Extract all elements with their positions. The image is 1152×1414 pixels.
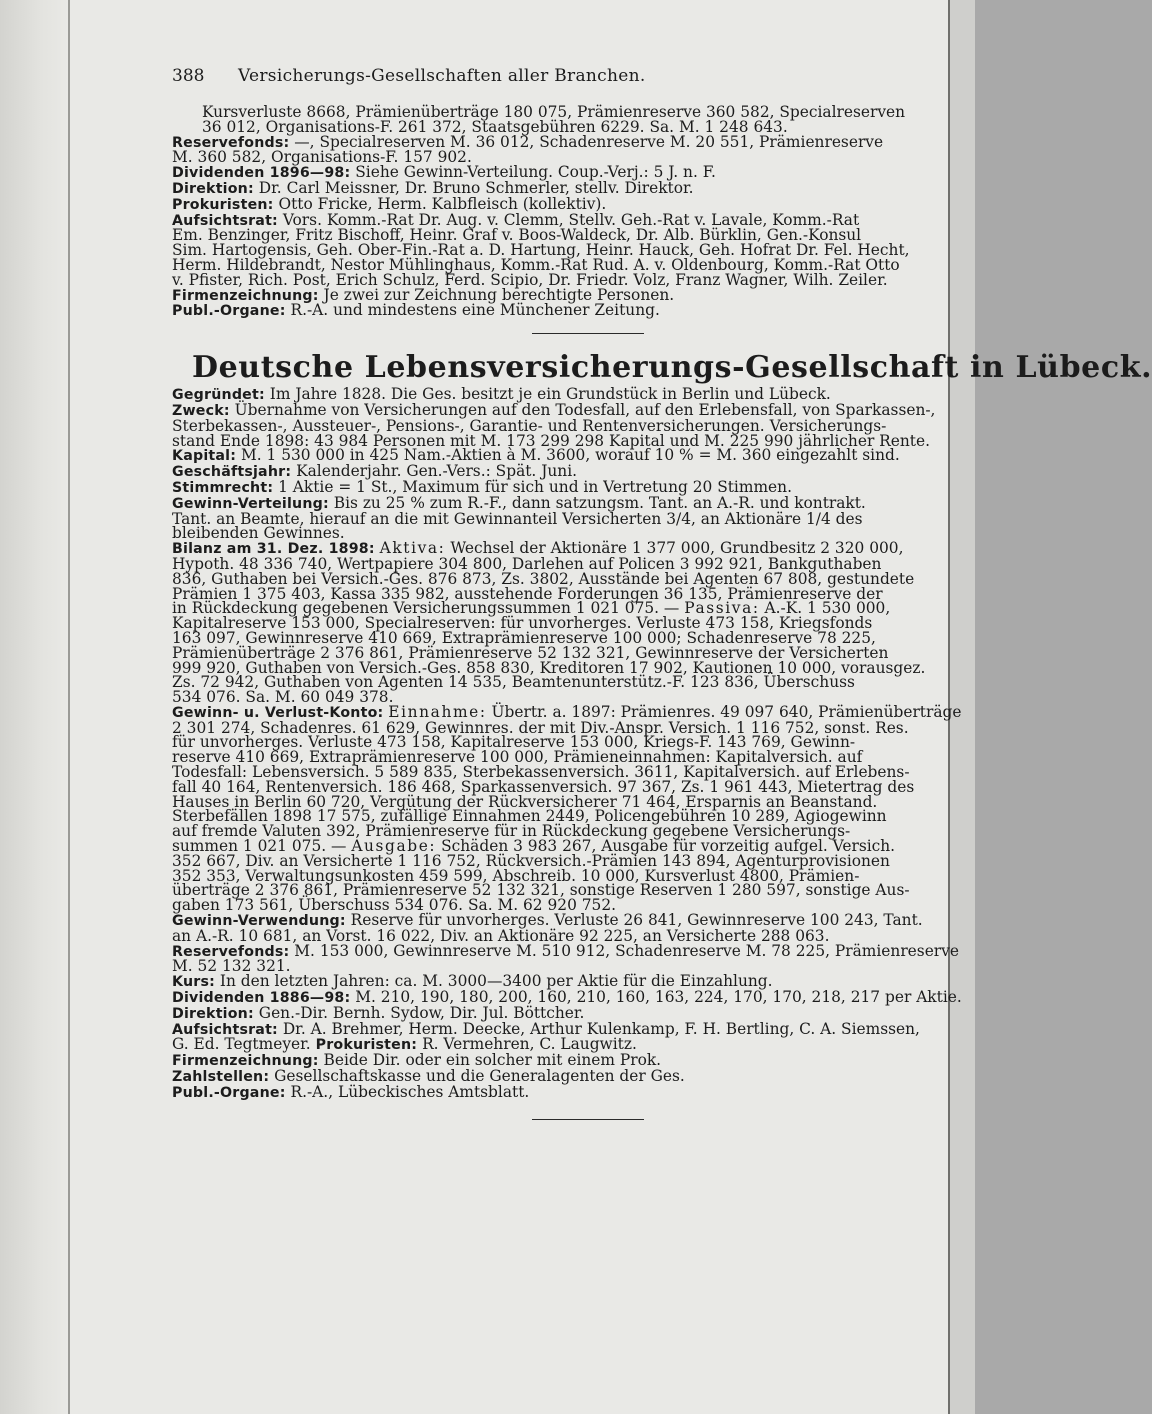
entry-line: Kapitalreserve 153 000, Specialreserven: für unvorherges. Verluste 473 158, Kriegsfonds	[172, 614, 873, 633]
entry-line	[172, 941, 972, 960]
entry-line: 163 097, Gewinnreserve 410 669, Extraprämienreserve 100 000; Schadenreserve 78 225,	[172, 628, 876, 647]
entry-line: Dr. A. Brehmer, Herm. Deecke, Arthur Kulenkamp, F. H. Bertling, C. A. Siemssen,	[282, 1019, 920, 1038]
entry-line: fall 40 164, Rentenversich. 186 468, Sparkassenversich. 97 367, Zs. 1 961 443, Mietertrag des	[172, 777, 915, 796]
entry-line: Kursverluste 8668, Prämienüberträge 180 075, Prämienreserve 360 582, Specialreserven	[202, 103, 906, 121]
entry-label: Publ.-Organe:	[172, 1084, 286, 1101]
entry-label: Kapital:	[172, 448, 237, 465]
entry-line: In den letzten Jahren: ca. M. 3000—3400 per Aktie für die Einzahlung.	[219, 972, 773, 991]
running-title: Versicherungs-Gesellschaften aller Branchen.	[238, 66, 646, 86]
entry-line: 352 353, Verwaltungsunkosten 459 599, Abschreib. 10 000, Kursverlust 4800, Prämien-	[172, 866, 860, 885]
entry-paragraph	[172, 1082, 972, 1101]
entry-line: gaben 173 561, Überschuss 534 076. Sa. M. 62 920 752.	[172, 896, 617, 915]
entry-line: reserve 410 669, Extraprämienreserve 100 000, Prämieneinnahmen: Kapitalversich. auf	[172, 748, 863, 767]
entry-line: v. Pfister, Rich. Post, Erich Schulz, Ferd. Scipio, Dr. Friedr. Volz, Franz Wagner, Wilh. Zeiler.	[172, 270, 888, 289]
previous-company-entry	[172, 105, 972, 319]
entry-line: M. 153 000, Gewinnreserve M. 510 912, Schadenreserve M. 78 225, Prämienreserve	[294, 941, 959, 960]
entry-label: Bilanz am 31. Dez. 1898:	[172, 541, 375, 558]
entry-line: M. 52 132 321.	[172, 957, 291, 976]
entry-label: Stimmrecht:	[172, 479, 274, 496]
entry-line: 999 920, Guthaben von Versich.-Ges. 858 830, Kreditoren 17 902, Kautionen 10 000, vorausgez.	[172, 658, 926, 677]
entry-line: Je zwei zur Zeichnung berechtigte Personen.	[323, 285, 675, 304]
entry-line: Prämienüberträge 2 376 861, Prämienreserve 52 132 321, Gewinnreserve der Versicherten	[172, 643, 889, 662]
entry-line: Prämien 1 375 403, Kassa 335 982, ausstehende Forderungen 36 135, Prämienreserve der	[172, 584, 883, 603]
entry-line: 2 301 274, Schadenres. 61 629, Gewinnres. der mit Div.-Anspr. Versich. 1 116 752, sonst. Res.	[172, 718, 909, 737]
entry-line: Reserve für unvorherges. Verluste 26 841, Gewinnreserve 100 243, Tant.	[350, 911, 923, 930]
entry-label: Gewinn-Verteilung:	[172, 495, 329, 512]
entry-line: Aktiva: Wechsel der Aktionäre 1 377 000, Grundbesitz 2 320 000,	[379, 539, 904, 558]
page-number: 388	[172, 66, 205, 86]
entry-paragraph	[172, 132, 972, 167]
entry-line: 36 012, Organisations-F. 261 372, Staatsgebühren 6229. Sa. M. 1 248 643.	[202, 117, 788, 136]
entry-paragraph	[172, 702, 972, 915]
entry-line: bleibenden Gewinnes.	[172, 524, 345, 543]
company-title: Deutsche Lebensversicherungs-Gesellschaft in Lübeck.	[192, 350, 1152, 386]
entry-paragraph	[172, 400, 972, 450]
entry-line: Sterbekassen-, Aussteuer-, Pensions-, Garantie- und Rentenversicherungen. Versicherungs-	[172, 416, 887, 435]
entry-line: Tant. an Beamte, hierauf an die mit Gewinnanteil Versicherten 3/4, an Aktionäre 1/4 des	[172, 509, 863, 528]
entry-line: überträge 2 376 861, Prämienreserve 52 132 321, sonstige Reserven 1 280 597, sonstige Aus-	[172, 881, 910, 900]
entry-paragraph	[172, 303, 972, 319]
entry-line: Gen.-Dir. Bernh. Sydow, Dir. Jul. Böttcher.	[258, 1003, 585, 1022]
entry-line: Siehe Gewinn-Verteilung. Coup.-Verj.: 5 J. n. F.	[355, 163, 716, 182]
entry-text: G. Ed. Tegtmeyer.	[172, 1035, 311, 1054]
entry-paragraph	[172, 210, 972, 289]
entry-line: Hypoth. 48 336 740, Wertpapiere 304 800, Darlehen auf Policen 3 992 921, Bankguthaben	[172, 554, 882, 573]
entry-label: Dividenden 1886—98:	[172, 990, 351, 1007]
section-divider-bottom	[532, 1119, 644, 1120]
entry-line: Hauses in Berlin 60 720, Vergütung der Rückversicherer 71 464, Ersparnis an Beanstand.	[172, 792, 878, 811]
entry-line: M. 360 582, Organisations-F. 157 902.	[172, 148, 472, 167]
page-text	[172, 66, 1152, 1120]
entry-line: Dr. Carl Meissner, Dr. Bruno Schmerler, stellv. Direktor.	[258, 178, 694, 197]
entry-line: 836, Guthaben bei Versich.-Ges. 876 873, Zs. 3802, Ausstände bei Agenten 67 808, gestundete	[172, 569, 915, 588]
entry-label: Direktion:	[172, 1005, 254, 1022]
entry-line: Im Jahre 1828. Die Ges. besitzt je ein Grundstück in Berlin und Lübeck.	[269, 385, 831, 404]
entry-paragraph	[172, 941, 972, 976]
entry-line: R.-A., Lübeckisches Amtsblatt.	[290, 1082, 530, 1101]
entry-paragraph	[172, 105, 972, 135]
entry-label: Reservefonds:	[172, 134, 290, 151]
entry-line	[172, 1082, 972, 1101]
section-divider	[532, 333, 644, 334]
entry-line: summen 1 021 075. — Ausgabe: Schäden 3 983 267, Ausgabe für vorzeitig aufgel. Versich.	[172, 837, 896, 856]
entry-line: Em. Benzinger, Fritz Bischoff, Heinr. Graf v. Boos-Waldeck, Dr. Alb. Bürklin, Gen.-Konsul	[172, 226, 862, 245]
entry-label: Zahlstellen:	[172, 1069, 270, 1086]
entry-label: Gewinn-Verwendung:	[172, 913, 346, 930]
entry-paragraph	[172, 1019, 972, 1054]
entry-label: Publ.-Organe:	[172, 303, 286, 320]
entry-line: Gesellschaftskasse und die Generalagenten der Ges.	[274, 1067, 685, 1086]
entry-text: R. Vermehren, C. Laugwitz.	[422, 1035, 637, 1054]
entry-label: Aufsichtsrat:	[172, 1021, 278, 1038]
entry-line: stand Ende 1898: 43 984 Personen mit M. 173 299 298 Kapital und M. 225 990 jährlicher Rente.	[172, 431, 930, 450]
entry-line: 1 Aktie = 1 St., Maximum für sich und in Vertretung 20 Stimmen.	[278, 477, 792, 496]
entry-label: Firmenzeichnung:	[172, 1053, 319, 1070]
entry-line: an A.-R. 10 681, an Vorst. 16 022, Div. an Aktionäre 92 225, an Versicherte 288 063.	[172, 926, 830, 945]
entry-line: Einnahme: Übertr. a. 1897: Prämienres. 49 097 640, Prämienüberträge	[388, 702, 962, 721]
entry-label: Zweck:	[172, 402, 230, 419]
entry-label: Prokuristen:	[315, 1037, 418, 1054]
entry-line: Bis zu 25 % zum R.-F., dann satzungsm. Tant. an A.-R. und kontrakt.	[333, 493, 866, 512]
entry-line: in Rückdeckung gegebenen Versicherungssummen 1 021 075. — Passiva: A.-K. 1 530 000,	[172, 599, 891, 618]
entry-line: Kalenderjahr. Gen.-Vers.: Spät. Juni.	[296, 462, 578, 481]
entry-line: Todesfall: Lebensversich. 5 589 835, Sterbekassenversich. 3611, Kapitalversich. auf Erlebens-	[172, 763, 910, 782]
entry-label: Geschäftsjahr:	[172, 464, 292, 481]
entry-line	[172, 301, 972, 320]
entry-line: Otto Fricke, Herm. Kalbfleisch (kollektiv).	[278, 194, 607, 213]
entry-line: 352 667, Div. an Versicherte 1 116 752, Rückversich.-Prämien 143 894, Agenturprovisionen	[172, 851, 890, 870]
entry-label: Gegründet:	[172, 387, 265, 404]
entry-paragraph	[172, 493, 972, 543]
entry-label: Kurs:	[172, 974, 215, 991]
company-entry	[172, 387, 972, 1100]
entry-line: Sterbefällen 1898 17 575, zufällige Einnahmen 2449, Policengebühren 10 289, Agiogewinn	[172, 807, 887, 826]
entry-label: Aufsichtsrat:	[172, 212, 278, 229]
entry-label: Prokuristen:	[172, 196, 274, 213]
entry-line: auf fremde Valuten 392, Prämienreserve für in Rückdeckung gegebene Versicherungs-	[172, 822, 851, 841]
entry-line: M. 1 530 000 in 425 Nam.-Aktien à M. 3600, worauf 10 % = M. 360 eingezahlt sind.	[241, 446, 900, 465]
entry-line: —, Specialreserven M. 36 012, Schadenreserve M. 20 551, Prämienreserve	[294, 132, 884, 151]
entry-line: Vors. Komm.-Rat Dr. Aug. v. Clemm, Stellv. Geh.-Rat v. Lavale, Komm.-Rat	[282, 210, 860, 229]
page-gutter	[0, 0, 68, 1414]
entry-label: Gewinn- u. Verlust-Konto:	[172, 704, 384, 721]
entry-label: Firmenzeichnung:	[172, 287, 319, 304]
entry-line: für unvorherges. Verluste 473 158, Kapitalreserve 153 000, Kriegs-F. 143 769, Gewinn-	[172, 733, 856, 752]
entry-line: M. 210, 190, 180, 200, 160, 210, 160, 163, 224, 170, 170, 218, 217 per Aktie.	[355, 988, 962, 1007]
page-header	[172, 66, 972, 86]
entry-line: Zs. 72 942, Guthaben von Agenten 14 535, Beamtenunterstütz.-F. 123 836, Überschuss	[172, 673, 855, 692]
entry-line: 534 076. Sa. M. 60 049 378.	[172, 688, 394, 707]
entry-label: Reservefonds:	[172, 943, 290, 960]
entry-line: R.-A. und mindestens eine Münchener Zeitung.	[290, 301, 660, 320]
entry-label: Dividenden 1896—98:	[172, 165, 351, 182]
entry-paragraph	[172, 913, 972, 944]
entry-line: Beide Dir. oder ein solcher mit einem Prok.	[323, 1051, 662, 1070]
entry-line: Übernahme von Versicherungen auf den Todesfall, auf den Erlebensfall, von Sparkassen-,	[234, 400, 936, 419]
entry-line: Herm. Hildebrandt, Nestor Mühlinghaus, Komm.-Rat Rud. A. v. Oldenbourg, Komm.-Rat Otto	[172, 255, 900, 274]
entry-line: Sim. Hartogensis, Geh. Ober-Fin.-Rat a. D. Hartung, Heinr. Hauck, Geh. Hofrat Dr. Fel. Hecht,	[172, 241, 910, 260]
entry-paragraph	[172, 541, 972, 705]
entry-label: Direktion:	[172, 180, 254, 197]
